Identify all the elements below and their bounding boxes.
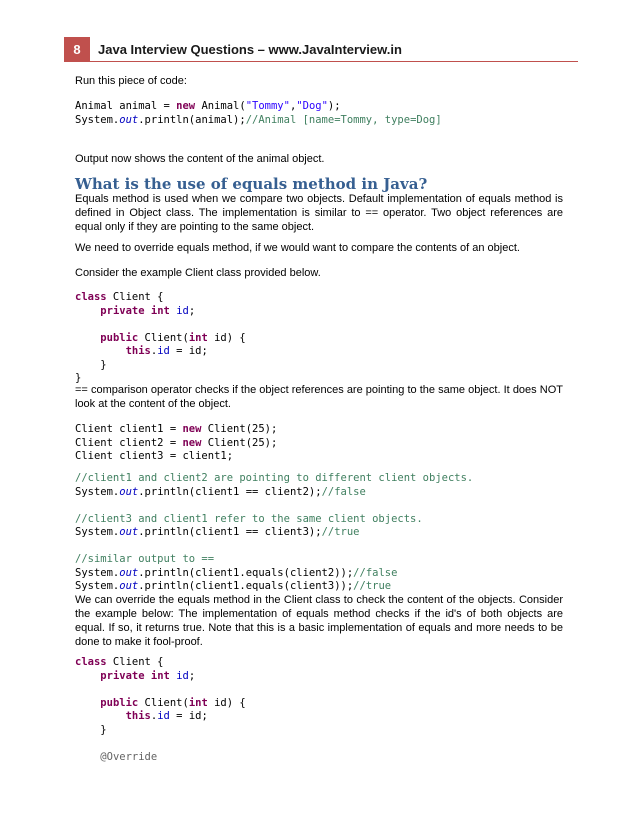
- paragraph-4: == comparison operator checks if the object references are pointing to the same object. It does NOT look at the content of the object.: [75, 384, 563, 410]
- paragraph-5: We can override the equals method in the Client class to check the content of the objects. Consider the example below: The implementation of equals method checks if the id's of both objects are equal. If so, it returns true. Note that this is a basic implementation of equals and more needs to be done to make it fool-proof.: [75, 594, 563, 648]
- paragraph-1: Equals method is used when we compare two objects. Default implementation of equals method is defined in Object class. The implementation is similar to == operator. Two object references are equal only if they are pointing to the same object.: [75, 193, 563, 233]
- section-heading: What is the use of equals method in Java?: [75, 175, 428, 193]
- paragraph-3: Consider the example Client class provided below.: [75, 267, 321, 279]
- code-block-animal: Animal animal = new Animal("Tommy","Dog"); System.out.println(animal);//Animal [name=Tommy, type=Dog]: [75, 100, 442, 126]
- page-number: 8: [64, 37, 90, 61]
- page-header: [64, 37, 402, 61]
- output-text: Output now shows the content of the animal object.: [75, 153, 325, 165]
- header-title: Java Interview Questions – www.JavaInterview.in: [98, 41, 402, 57]
- header-rule: [64, 61, 578, 62]
- intro-text: Run this piece of code:: [75, 75, 187, 87]
- code-block-comparisons: //client1 and client2 are pointing to different client objects. System.out.println(client1 == client2);//false //client3 and client1 refer to the same client objects. System.out.println(client1 == client3);//true //similar output to == System.out.println(client1.equals(client2));//false System.out.println(client1.equals(client3));//true: [75, 472, 474, 592]
- paragraph-2: We need to override equals method, if we would want to compare the contents of an object.: [75, 242, 520, 254]
- code-block-client-override: class Client { private int id; public Client(int id) { this.id = id; } @Override: [75, 656, 246, 763]
- code-block-clients: Client client1 = new Client(25); Client client2 = new Client(25); Client client3 = client1;: [75, 423, 278, 462]
- code-block-client-class: class Client { private int id; public Client(int id) { this.id = id; } }: [75, 291, 246, 384]
